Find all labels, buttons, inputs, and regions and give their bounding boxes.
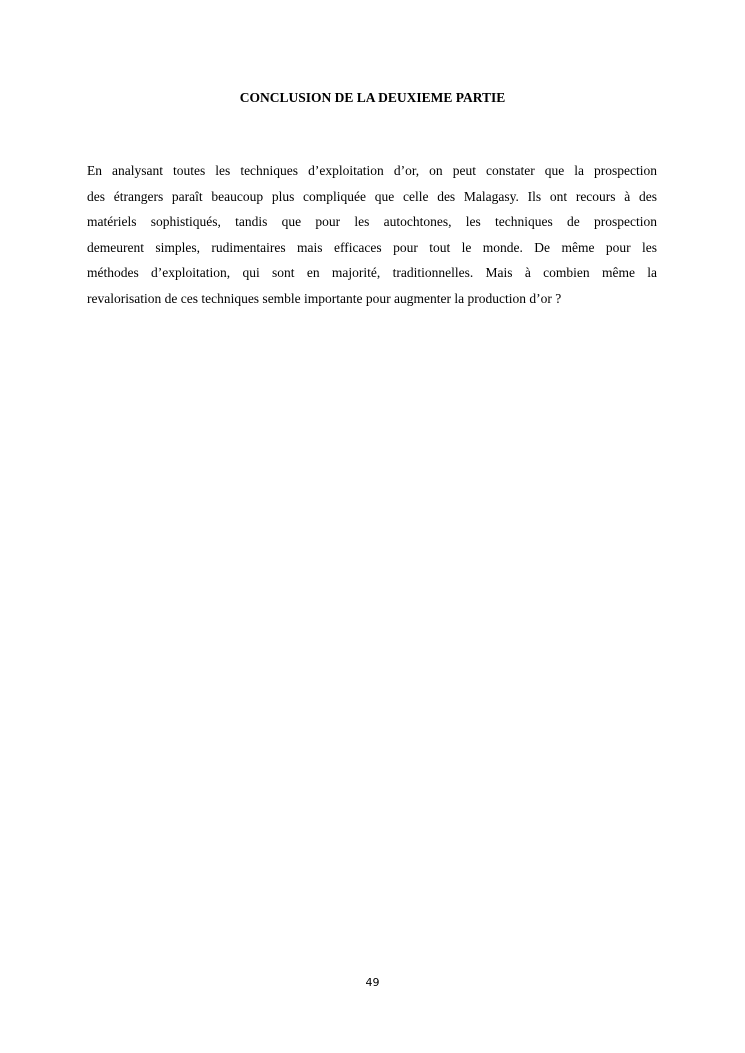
paragraph-line: méthodes d’exploitation, qui sont en majorité, traditionnelles. Mais à combien même la bbox=[87, 265, 657, 280]
paragraph-line: demeurent simples, rudimentaires mais efficaces pour tout le monde. De même pour les bbox=[87, 239, 657, 255]
page-number: 49 bbox=[365, 976, 380, 989]
section-heading: CONCLUSION DE LA DEUXIEME PARTIE bbox=[239, 90, 506, 105]
paragraph-line: revalorisation de ces techniques semble importante pour augmenter la production d’or ? bbox=[87, 290, 562, 306]
paragraph-line: matériels sophistiqués, tandis que pour les autochtones, les techniques de prospection bbox=[87, 214, 657, 229]
conclusion-paragraph bbox=[87, 158, 657, 311]
paragraph-line: En analysant toutes les techniques d’exploitation d’or, on peut constater que la prospection bbox=[87, 163, 657, 178]
paragraph-line: des étrangers paraît beaucoup plus compliquée que celle des Malagasy. Ils ont recours à des bbox=[87, 188, 657, 204]
